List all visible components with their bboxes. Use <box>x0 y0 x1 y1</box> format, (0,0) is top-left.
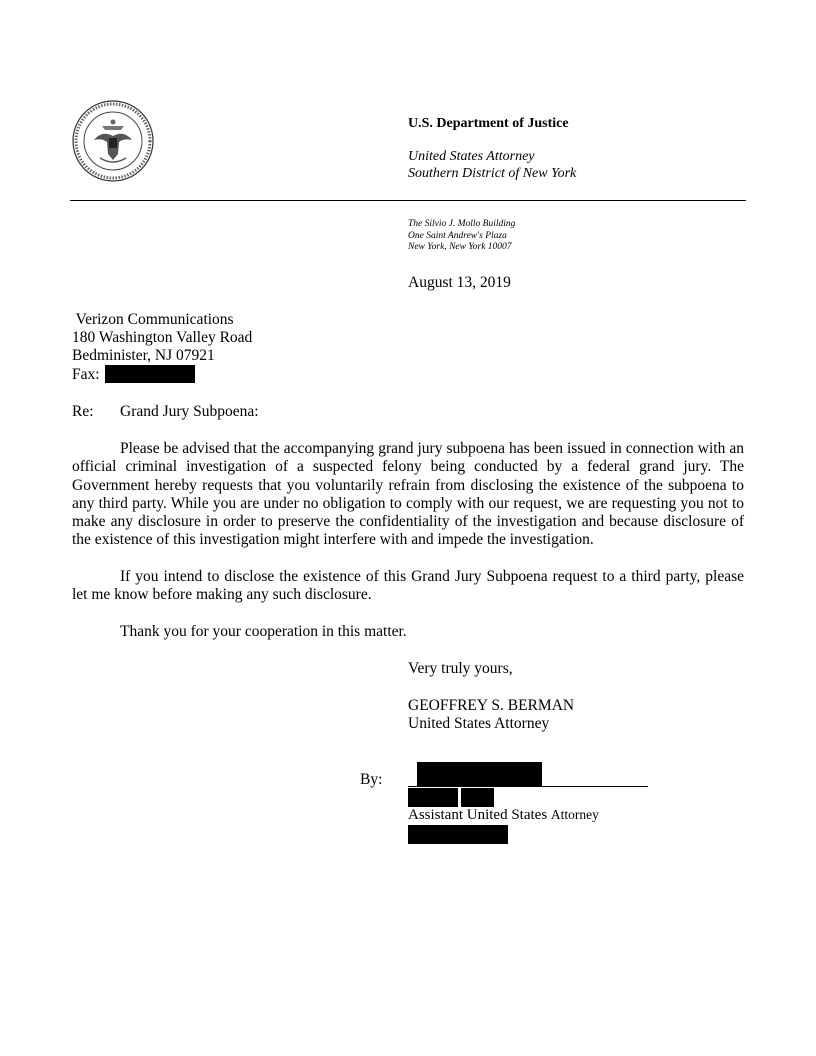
paragraph-text: Please be advised that the accompanying grand jury subpoena has been issued in connection with an official criminal investigation of a suspected felony being conducted by a federal grand jury. The Government hereby requests that you voluntarily refrain from disclosing the existence of the subpoena to any third party. While you are under no obligation to comply with our request, we are requesting you not to make any disclosure in order to preserve the confidentiality of the investigation and because disclosure of the existence of this investigation might interfere with and impede the investigation. <box>72 440 744 549</box>
signer-name: GEOFFREY S. BERMAN <box>408 697 575 714</box>
body-paragraph-1 <box>72 440 744 550</box>
address-line-2: One Saint Andrew's Plaza <box>408 230 507 241</box>
subject-label: Re: <box>72 403 94 420</box>
redaction-phone <box>408 825 508 844</box>
by-label: By: <box>360 771 383 788</box>
signer-title: United States Attorney <box>408 715 550 732</box>
office-line-1: United States Attorney <box>408 149 535 164</box>
body-paragraph-3 <box>72 623 744 641</box>
fax-label: Fax: <box>72 366 100 383</box>
subject-text: Grand Jury Subpoena: <box>120 403 259 420</box>
recipient-name: Verizon Communications <box>72 311 234 328</box>
assistant-title-a: Assistant United States <box>408 807 548 823</box>
signature-line <box>408 786 648 787</box>
signer-block <box>408 697 574 733</box>
redaction-fax <box>105 365 195 383</box>
office-address <box>408 219 515 254</box>
letter-date: August 13, 2019 <box>408 274 511 291</box>
recipient-fax <box>72 365 252 384</box>
paragraph-text: If you intend to disclose the existence of this Grand Jury Subpoena request to a third party, please let me know before making any such disclosure. <box>72 568 744 604</box>
paragraph-text: Thank you for your cooperation in this matter. <box>120 623 407 640</box>
closing-salutation: Very truly yours, <box>408 660 513 677</box>
office-line-2: Southern District of New York <box>408 166 577 181</box>
recipient-city: Bedminister, NJ 07921 <box>72 347 215 364</box>
assistant-title <box>408 807 599 824</box>
doj-seal-logo <box>72 100 154 182</box>
assistant-title-b: Attorney <box>550 807 599 822</box>
recipient-street: 180 Washington Valley Road <box>72 329 253 346</box>
letterhead-divider <box>70 200 746 201</box>
redaction-signature <box>417 762 542 786</box>
recipient-block <box>72 311 252 384</box>
address-line-1: The Silvio J. Mollo Building <box>408 219 516 229</box>
office-block <box>408 148 576 182</box>
body-paragraph-2 <box>72 568 744 605</box>
subject-line <box>72 403 259 421</box>
address-line-3: New York, New York 10007 <box>408 242 512 252</box>
redaction-first-name <box>408 788 458 807</box>
redaction-last-name <box>461 788 494 807</box>
department-name: U.S. Department of Justice <box>408 116 569 131</box>
